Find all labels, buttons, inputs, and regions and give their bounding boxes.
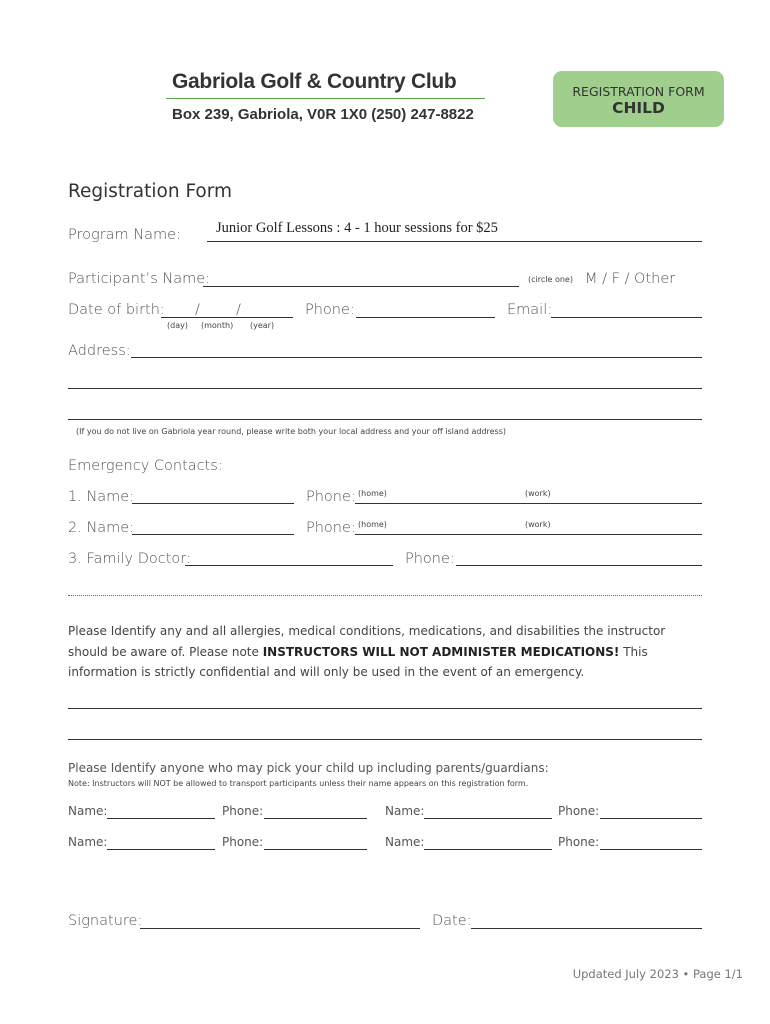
section-divider	[68, 595, 702, 596]
program-name-field[interactable]	[207, 241, 702, 242]
emergency-phone-1-field[interactable]	[355, 503, 702, 504]
pickup-name-field[interactable]	[424, 818, 552, 819]
emergency-heading: Emergency Contacts:	[68, 458, 223, 474]
badge-subtitle: CHILD	[612, 99, 665, 117]
medical-field-2[interactable]	[68, 739, 702, 740]
dob-slash-1: /	[195, 302, 200, 318]
gender-options[interactable]: M / F / Other	[585, 271, 676, 287]
participant-name-label: Participant’s Name:	[68, 271, 211, 287]
dob-label: Date of birth:	[68, 302, 165, 318]
org-name: Gabriola Golf & Country Club	[172, 70, 457, 93]
signature-label: Signature:	[68, 913, 143, 929]
pickup-note: Note: Instructors will NOT be allowed to transport participants unless their name appears on this registration form.	[68, 779, 529, 788]
dob-slash-2: /	[236, 302, 241, 318]
header-rule	[166, 98, 485, 99]
badge-title: REGISTRATION FORM	[572, 84, 705, 99]
program-name-value: Junior Golf Lessons : 4 - 1 hour sessions for $25	[216, 220, 498, 236]
form-title: Registration Form	[68, 181, 233, 202]
family-doctor-label: 3. Family Doctor:	[68, 551, 191, 567]
address-field-2[interactable]	[68, 388, 702, 389]
phone-field[interactable]	[356, 317, 495, 318]
work-hint-1: (work)	[525, 489, 551, 498]
pickup-phone-label: Phone:	[558, 835, 600, 849]
date-field[interactable]	[471, 928, 702, 929]
emergency-name-2-field[interactable]	[132, 534, 294, 535]
pickup-name-field[interactable]	[424, 849, 552, 850]
doctor-phone-label: Phone:	[405, 551, 455, 567]
doctor-phone-field[interactable]	[456, 565, 702, 566]
emergency-phone-2-label: Phone:	[306, 520, 356, 536]
program-name-label: Program Name:	[68, 227, 181, 243]
dob-field[interactable]	[161, 317, 293, 318]
home-hint-1: (home)	[358, 489, 387, 498]
circle-one-note: (circle one)	[528, 275, 573, 284]
emergency-name-1-field[interactable]	[132, 503, 294, 504]
phone-label: Phone:	[305, 302, 355, 318]
pickup-name-label: Name:	[385, 835, 425, 849]
participant-name-field[interactable]	[203, 286, 519, 287]
medical-text-after: This information is strictly confidential and will only be used in the event of an emergency.	[68, 644, 648, 679]
pickup-name-field[interactable]	[107, 818, 215, 819]
emergency-phone-1-label: Phone:	[306, 489, 356, 505]
pickup-name-label: Name:	[68, 804, 108, 818]
family-doctor-field[interactable]	[185, 565, 393, 566]
address-note: (If you do not live on Gabriola year round, please write both your local address and your off island address)	[76, 427, 507, 436]
pickup-phone-field[interactable]	[264, 849, 367, 850]
signature-field[interactable]	[140, 928, 420, 929]
org-address: Box 239, Gabriola, V0R 1X0 (250) 247-8822	[172, 106, 474, 123]
pickup-name-field[interactable]	[107, 849, 215, 850]
medical-instructions	[68, 621, 708, 683]
medical-warning: INSTRUCTORS WILL NOT ADMINISTER MEDICATIONS!	[262, 644, 620, 659]
dob-day-hint: (day)	[167, 321, 188, 330]
pickup-name-label: Name:	[68, 835, 108, 849]
address-field-3[interactable]	[68, 419, 702, 420]
emergency-name-2-label: 2. Name:	[68, 520, 135, 536]
pickup-phone-label: Phone:	[222, 804, 264, 818]
emergency-phone-2-field[interactable]	[355, 534, 702, 535]
medical-text-before: Please Identify any and all allergies, medical conditions, medications, and disabilities the instructor should be aware of. Please note	[68, 624, 666, 659]
address-label: Address:	[68, 343, 131, 359]
pickup-instructions: Please Identify anyone who may pick your child up including parents/guardians:	[68, 761, 549, 775]
address-field-1[interactable]	[131, 357, 702, 358]
email-field[interactable]	[551, 317, 702, 318]
pickup-phone-label: Phone:	[558, 804, 600, 818]
pickup-phone-field[interactable]	[264, 818, 367, 819]
home-hint-2: (home)	[358, 520, 387, 529]
medical-field-1[interactable]	[68, 708, 702, 709]
pickup-phone-label: Phone:	[222, 835, 264, 849]
pickup-phone-field[interactable]	[600, 818, 702, 819]
footer-text: Updated July 2023 • Page 1/1	[572, 967, 743, 981]
work-hint-2: (work)	[525, 520, 551, 529]
dob-month-hint: (month)	[201, 321, 234, 330]
emergency-name-1-label: 1. Name:	[68, 489, 135, 505]
email-label: Email:	[507, 302, 553, 318]
registration-badge	[553, 71, 724, 127]
pickup-name-label: Name:	[385, 804, 425, 818]
dob-year-hint: (year)	[250, 321, 275, 330]
pickup-phone-field[interactable]	[600, 849, 702, 850]
date-label: Date:	[432, 913, 472, 929]
